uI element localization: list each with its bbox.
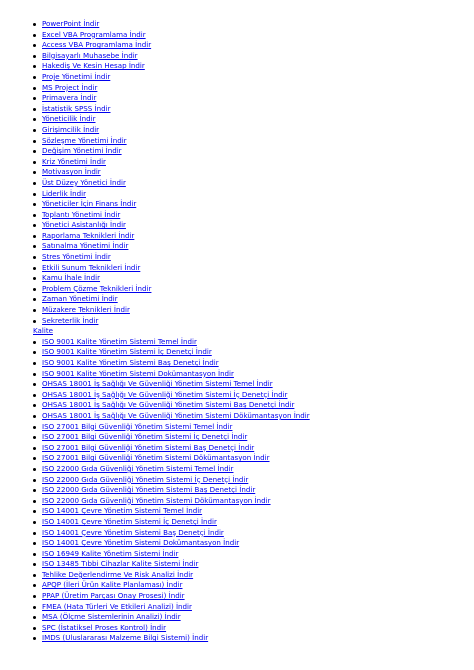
- bullet-icon: [33, 351, 36, 354]
- download-link[interactable]: ISO 9001 Kalite Yönetim Sistemi Temel İndir: [42, 336, 197, 346]
- list-item: [0, 538, 474, 549]
- bullet-icon: [33, 161, 36, 164]
- download-link[interactable]: FMEA (Hata Türleri Ve Etkileri Analizi) İndir: [42, 601, 192, 611]
- list-item: [0, 464, 474, 475]
- bullet-icon: [33, 34, 36, 37]
- bullet-icon: [33, 436, 36, 439]
- download-link[interactable]: IMDS (Uluslararası Malzeme Bilgi Sistemi) İndir: [42, 633, 209, 643]
- download-link[interactable]: Satınalma Yönetimi İndir: [42, 241, 129, 251]
- list-item: [0, 337, 474, 348]
- bullet-icon: [33, 584, 36, 587]
- bullet-icon: [33, 118, 36, 121]
- bullet-icon: [33, 129, 36, 132]
- bullet-icon: [33, 500, 36, 503]
- bullet-icon: [33, 224, 36, 227]
- list-item: [0, 167, 474, 178]
- list-item: [0, 72, 474, 83]
- download-link[interactable]: Sözleşme Yönetimi İndir: [42, 135, 127, 145]
- list-item: [0, 51, 474, 62]
- list-item: [0, 496, 474, 507]
- bullet-icon: [33, 489, 36, 492]
- bullet-icon: [33, 267, 36, 270]
- download-link[interactable]: ISO 22000 Gıda Güvenliği Yönetim Sistemi Dökümantasyon İndir: [42, 495, 271, 505]
- bullet-icon: [33, 542, 36, 545]
- list-item: [0, 400, 474, 411]
- list-item: [0, 114, 474, 125]
- link-list-page: [0, 19, 474, 644]
- bullet-icon: [33, 44, 36, 47]
- bullet-icon: [33, 288, 36, 291]
- bullet-icon: [33, 383, 36, 386]
- list-item: [0, 273, 474, 284]
- general-training-links: [0, 19, 474, 326]
- bullet-icon: [33, 214, 36, 217]
- list-item: [0, 263, 474, 274]
- download-link[interactable]: Problem Çözme Teknikleri İndir: [42, 283, 152, 293]
- list-item: [0, 61, 474, 72]
- list-item: [0, 40, 474, 51]
- list-item: [0, 178, 474, 189]
- bullet-icon: [33, 595, 36, 598]
- bullet-icon: [33, 309, 36, 312]
- download-link[interactable]: ISO 13485 Tıbbi Cihazlar Kalite Sistemi İndir: [42, 559, 199, 569]
- download-link[interactable]: ISO 22000 Gıda Güvenliği Yönetim Sistemi Temel İndir: [42, 463, 234, 473]
- list-item: [0, 549, 474, 560]
- bullet-icon: [33, 65, 36, 68]
- list-item: [0, 390, 474, 401]
- bullet-icon: [33, 415, 36, 418]
- download-link[interactable]: ISO 9001 Kalite Yönetim Sistemi İç Denetçi İndir: [42, 347, 212, 357]
- bullet-icon: [33, 447, 36, 450]
- list-item: [0, 199, 474, 210]
- download-link[interactable]: Etkili Sunum Teknikleri İndir: [42, 262, 141, 272]
- download-link[interactable]: ISO 27001 Bilgi Güvenliği Yönetim Sistemi Dökümantasyon İndir: [42, 453, 270, 463]
- download-link[interactable]: Girişimcilik İndir: [42, 124, 100, 134]
- download-link[interactable]: ISO 27001 Bilgi Güvenliği Yönetim Sistemi Temel İndir: [42, 421, 233, 431]
- download-link[interactable]: Değişim Yönetimi İndir: [42, 146, 122, 156]
- list-item: [0, 453, 474, 464]
- download-link[interactable]: ISO 22000 Gıda Güvenliği Yönetim Sistemi İç Denetçi İndir: [42, 474, 249, 484]
- list-item: [0, 231, 474, 242]
- list-item: [0, 506, 474, 517]
- download-link[interactable]: Bilgisayarlı Muhasebe İndir: [42, 50, 138, 60]
- list-item: [0, 517, 474, 528]
- list-item: [0, 104, 474, 115]
- bullet-icon: [33, 150, 36, 153]
- download-link[interactable]: MS Project İndir: [42, 82, 98, 92]
- bullet-icon: [33, 426, 36, 429]
- list-item: [0, 83, 474, 94]
- bullet-icon: [33, 256, 36, 259]
- bullet-icon: [33, 203, 36, 206]
- download-link[interactable]: Müzakere Teknikleri İndir: [42, 305, 130, 315]
- list-item: [0, 93, 474, 104]
- bullet-icon: [33, 320, 36, 323]
- download-link[interactable]: APQP (İleri Ürün Kalite Planlaması) İndir: [42, 580, 183, 590]
- download-link[interactable]: Üst Düzey Yönetici İndir: [42, 177, 126, 187]
- download-link[interactable]: ISO 16949 Kalite Yönetim Sistemi İndir: [42, 548, 179, 558]
- section-heading-link[interactable]: Kalite: [33, 326, 53, 336]
- list-item: [0, 157, 474, 168]
- list-item: [0, 252, 474, 263]
- list-item: [0, 347, 474, 358]
- section-heading-kalite[interactable]: [0, 326, 474, 337]
- download-link[interactable]: OHSAS 18001 İş Sağlığı Ve Güvenliği Yönetim Sistemi İç Denetçi İndir: [42, 389, 288, 399]
- bullet-icon: [33, 140, 36, 143]
- download-link[interactable]: Yöneticiler İçin Finans İndir: [42, 199, 137, 209]
- download-link[interactable]: Tehlike Değerlendirme Ve Risk Analizi İndir: [42, 569, 194, 579]
- bullet-icon: [33, 553, 36, 556]
- download-link[interactable]: ISO 22000 Gıda Güvenliği Yönetim Sistemi Baş Denetçi İndir: [42, 485, 256, 495]
- download-link[interactable]: Kamu İhale İndir: [42, 273, 101, 283]
- bullet-icon: [33, 627, 36, 630]
- download-link[interactable]: PPAP (Üretim Parçası Onay Prosesi) İndir: [42, 591, 185, 601]
- bullet-icon: [33, 97, 36, 100]
- download-link[interactable]: ISO 14001 Çevre Yönetim Sistemi Baş Denetçi İndir: [42, 527, 224, 537]
- download-link[interactable]: OHSAS 18001 İş Sağlığı Ve Güvenliği Yönetim Sistemi Dökümantasyon İndir: [42, 410, 310, 420]
- bullet-icon: [33, 76, 36, 79]
- list-item: [0, 316, 474, 327]
- bullet-icon: [33, 108, 36, 111]
- download-link[interactable]: MSA (Ölçme Sistemlerinin Analizi) İndir: [42, 612, 181, 622]
- list-item: [0, 485, 474, 496]
- download-link[interactable]: Kriz Yönetimi İndir: [42, 156, 106, 166]
- download-link[interactable]: Access VBA Programlama İndir: [42, 40, 152, 50]
- bullet-icon: [33, 87, 36, 90]
- bullet-icon: [33, 404, 36, 407]
- bullet-icon: [33, 394, 36, 397]
- list-item: [0, 432, 474, 443]
- list-item: [0, 379, 474, 390]
- bullet-icon: [33, 521, 36, 524]
- list-item: [0, 136, 474, 147]
- download-link[interactable]: Raporlama Teknikleri İndir: [42, 230, 135, 240]
- list-item: [0, 189, 474, 200]
- list-item: [0, 220, 474, 231]
- bullet-icon: [33, 616, 36, 619]
- quality-training-links: [0, 337, 474, 644]
- bullet-icon: [33, 574, 36, 577]
- download-link[interactable]: Motivasyon İndir: [42, 167, 101, 177]
- download-link[interactable]: ISO 14001 Çevre Yönetim Sistemi Temel İndir: [42, 506, 203, 516]
- bullet-icon: [33, 606, 36, 609]
- list-item: [0, 570, 474, 581]
- bullet-icon: [33, 457, 36, 460]
- download-link[interactable]: ISO 27001 Bilgi Güvenliği Yönetim Sistemi İç Denetçi İndir: [42, 432, 248, 442]
- list-item: [0, 633, 474, 644]
- bullet-icon: [33, 182, 36, 185]
- list-item: [0, 612, 474, 623]
- bullet-icon: [33, 171, 36, 174]
- download-link[interactable]: ISO 27001 Bilgi Güvenliği Yönetim Sistemi Baş Denetçi İndir: [42, 442, 255, 452]
- bullet-icon: [33, 23, 36, 26]
- list-item: [0, 411, 474, 422]
- bullet-icon: [33, 532, 36, 535]
- download-link[interactable]: Primavera İndir: [42, 93, 97, 103]
- download-link[interactable]: Hakediş Ve Kesin Hesap İndir: [42, 61, 145, 71]
- list-item: [0, 294, 474, 305]
- list-item: [0, 369, 474, 380]
- list-item: [0, 146, 474, 157]
- bullet-icon: [33, 341, 36, 344]
- bullet-icon: [33, 235, 36, 238]
- download-link[interactable]: ISO 9001 Kalite Yönetim Sistemi Dokümantasyon İndir: [42, 368, 234, 378]
- list-item: [0, 623, 474, 634]
- list-item: [0, 422, 474, 433]
- bullet-icon: [33, 55, 36, 58]
- bullet-icon: [33, 510, 36, 513]
- list-item: [0, 19, 474, 30]
- download-link[interactable]: ISO 9001 Kalite Yönetim Sistemi Baş Denetçi İndir: [42, 358, 219, 367]
- download-link[interactable]: OHSAS 18001 İş Sağlığı Ve Güvenliği Yönetim Sistemi Temel İndir: [42, 379, 273, 389]
- download-link[interactable]: Yöneticilik İndir: [42, 114, 96, 124]
- list-item: [0, 559, 474, 570]
- download-link[interactable]: Yönetici Asistanlığı İndir: [42, 220, 126, 230]
- list-item: [0, 30, 474, 41]
- download-link[interactable]: PowerPoint İndir: [42, 19, 100, 28]
- list-item: [0, 284, 474, 295]
- bullet-icon: [33, 479, 36, 482]
- bullet-icon: [33, 193, 36, 196]
- list-item: [0, 591, 474, 602]
- list-item: [0, 305, 474, 316]
- download-link[interactable]: Zaman Yönetimi İndir: [42, 294, 118, 304]
- download-link[interactable]: SPC (İstatiksel Proses Kontrol) İndir: [42, 622, 167, 632]
- bullet-icon: [33, 468, 36, 471]
- download-link[interactable]: OHSAS 18001 İş Sağlığı Ve Güvenliği Yönetim Sistemi Baş Denetçi İndir: [42, 400, 295, 410]
- list-item: [0, 443, 474, 454]
- list-item: [0, 580, 474, 591]
- download-link[interactable]: İstatistik SPSS İndir: [42, 103, 111, 113]
- download-link[interactable]: Proje Yönetimi İndir: [42, 71, 111, 81]
- bullet-icon: [33, 373, 36, 376]
- list-item: [0, 241, 474, 252]
- bullet-icon: [33, 298, 36, 301]
- download-link[interactable]: Excel VBA Programlama İndir: [42, 29, 146, 39]
- download-link[interactable]: Toplantı Yönetimi İndir: [42, 209, 121, 219]
- list-item: [0, 358, 474, 369]
- list-item: [0, 210, 474, 221]
- bullet-icon: [33, 563, 36, 566]
- list-item: [0, 475, 474, 486]
- bullet-icon: [33, 245, 36, 248]
- list-item: [0, 602, 474, 613]
- list-item: [0, 528, 474, 539]
- bullet-icon: [33, 277, 36, 280]
- download-link[interactable]: ISO 14001 Çevre Yönetim Sistemi Dokümantasyon İndir: [42, 538, 240, 548]
- download-link[interactable]: Liderlik İndir: [42, 188, 86, 198]
- download-link[interactable]: Sekreterlik İndir: [42, 315, 99, 325]
- list-item: [0, 125, 474, 136]
- download-link[interactable]: Stres Yönetimi İndir: [42, 252, 111, 262]
- download-link[interactable]: ISO 14001 Çevre Yönetim Sistemi İç Denetçi İndir: [42, 516, 217, 526]
- bullet-icon: [33, 362, 36, 365]
- bullet-icon: [33, 637, 36, 640]
